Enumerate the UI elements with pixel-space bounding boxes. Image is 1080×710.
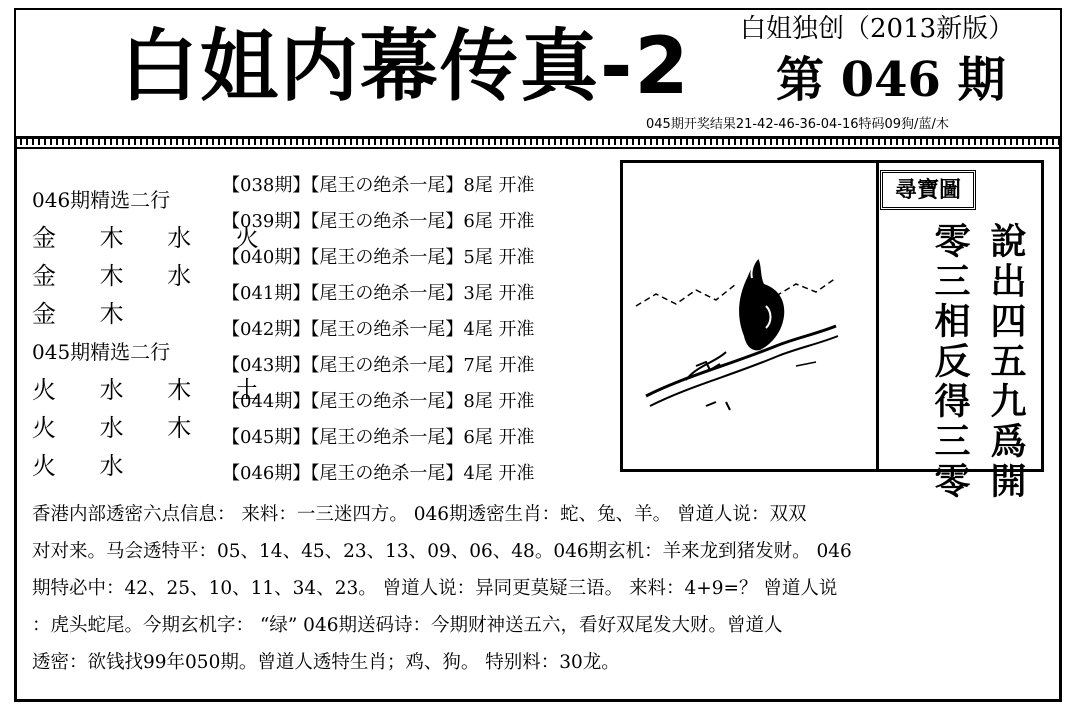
prediction-row: 【043期】【尾王の绝杀一尾】7尾 开准 — [222, 355, 535, 376]
element-row: 火 水 木 — [32, 414, 210, 442]
prediction-row: 【042期】【尾王の绝杀一尾】4尾 开准 — [222, 319, 535, 340]
prediction-row: 【038期】【尾王の绝杀一尾】8尾 开准 — [222, 175, 535, 196]
element-row: 金 木 — [32, 300, 142, 328]
element-row: 火 水 木 土 — [32, 376, 277, 404]
element-row: 金 木 水 — [32, 262, 210, 290]
verse-left: 零三相反得三零 — [929, 222, 971, 502]
prediction-row: 【041期】【尾王の绝杀一尾】3尾 开准 — [222, 283, 535, 304]
selection-heading: 046期精选二行 — [32, 188, 171, 212]
edition-label: 白姐独创（2013新版） — [740, 14, 1015, 44]
info-line: 透密：欲钱找99年050期。曾道人透特生肖；鸡、狗。 特别料：30龙。 — [32, 652, 620, 673]
tail-prediction-list — [222, 172, 602, 496]
prediction-row: 【046期】【尾王の绝杀一尾】4尾 开准 — [222, 463, 535, 484]
info-paragraph — [32, 496, 1044, 681]
info-line: 对对来。马会透特平：05、14、45、23、13、09、06、48。046期玄机：羊来龙到猪发财。 046 — [32, 541, 852, 562]
info-line: 期特必中：42、25、10、11、34、23。 曾道人说：异同更莫疑三语。 来料：4+9=？ 曾道人说 — [32, 578, 838, 599]
info-line: ：虎头蛇尾。今期玄机字： “绿” 046期送码诗：今期财神送五六，看好双尾发大财。曾道人 — [32, 615, 783, 636]
picture-divider — [876, 160, 879, 472]
element-row: 火 水 — [32, 452, 142, 480]
prediction-row: 【040期】【尾王の绝杀一尾】5尾 开准 — [222, 247, 535, 268]
element-row: 金 木 水 火 — [32, 224, 277, 252]
prediction-row: 【045期】【尾王の绝杀一尾】6尾 开准 — [222, 427, 535, 448]
treasure-map-label: 尋寶圖 — [880, 170, 976, 210]
landscape-illustration — [626, 166, 872, 466]
page-title: 白姐内幕传真-2 — [120, 22, 691, 112]
issue-number: 第 046 期 — [776, 52, 1006, 108]
info-line: 香港内部透密六点信息： 来料：一三迷四方。 046期透密生肖：蛇、兔、羊。 曾道人说：双双 — [32, 504, 807, 525]
prediction-row: 【039期】【尾王の绝杀一尾】6尾 开准 — [222, 211, 535, 232]
selection-heading: 045期精选二行 — [32, 340, 171, 364]
verse-right: 說出四五九爲開 — [985, 222, 1027, 502]
selection-column — [32, 186, 277, 490]
previous-result: 045期开奖结果21-42-46-36-04-16特码09狗/蓝/木 — [646, 117, 949, 132]
prediction-row: 【044期】【尾王の绝杀一尾】8尾 开准 — [222, 391, 535, 412]
